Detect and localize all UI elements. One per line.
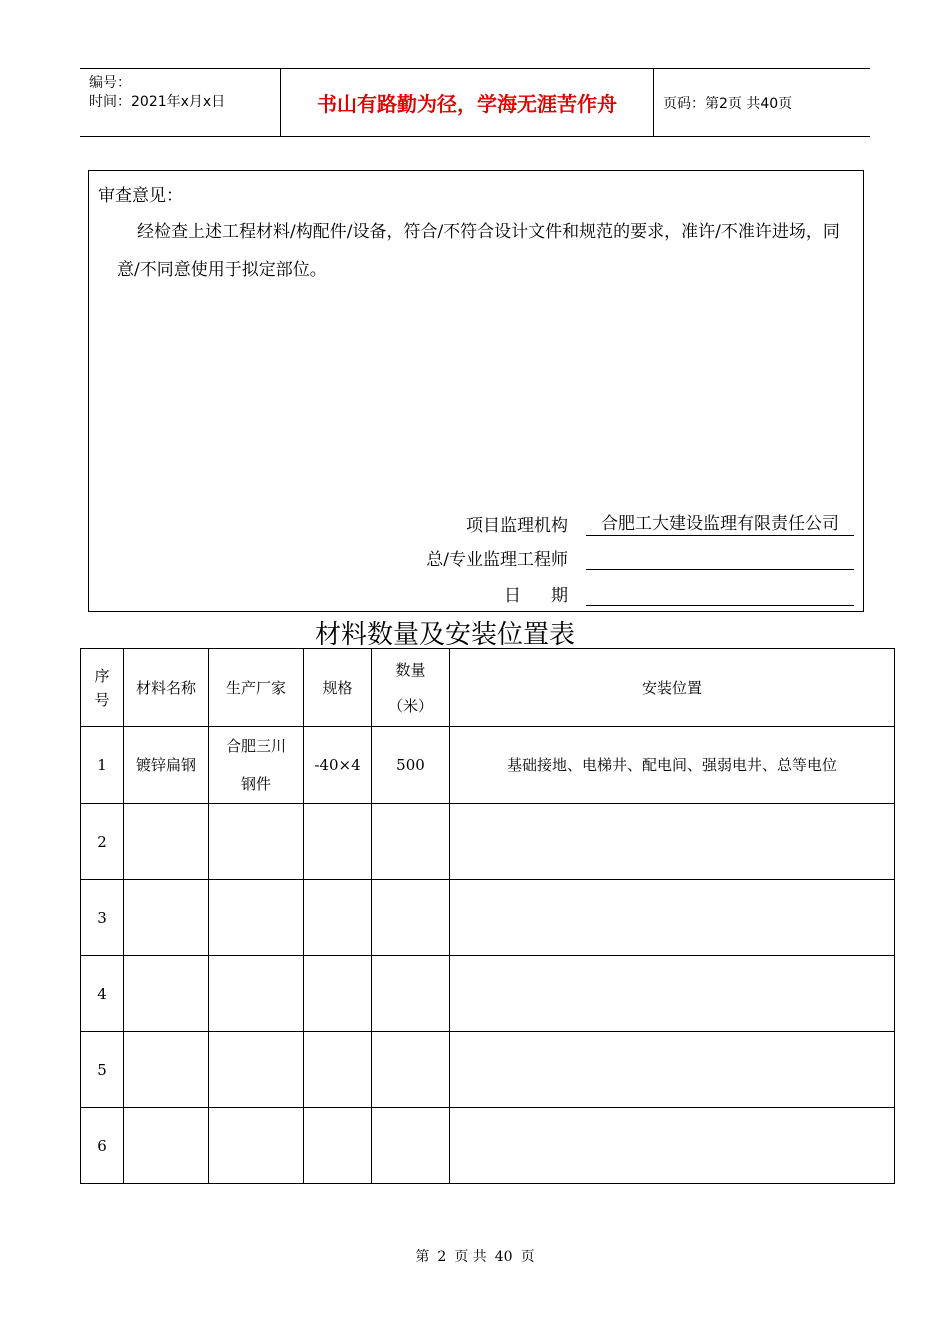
- cell-spec: [304, 956, 372, 1032]
- table-row: [81, 1108, 895, 1184]
- cell-maker: [209, 804, 304, 880]
- engineer-label: 总/专业监理工程师: [426, 550, 568, 570]
- cell-location: [450, 956, 895, 1032]
- table-header-row: [81, 649, 895, 727]
- header-location: 安装位置: [450, 649, 895, 727]
- signature-engineer: [426, 545, 854, 570]
- cell-seq: 3: [81, 880, 124, 956]
- cell-qty: [372, 956, 450, 1032]
- header-qty: 数量（米）: [372, 649, 450, 727]
- cell-seq: 6: [81, 1108, 124, 1184]
- footer-mid: 页 共: [454, 1249, 487, 1265]
- review-label: 审查意见：: [98, 186, 183, 206]
- cell-maker: [209, 1108, 304, 1184]
- cell-maker: [209, 1032, 304, 1108]
- table-row: [81, 727, 895, 804]
- review-box: [88, 170, 864, 612]
- number-label: 编号：: [89, 75, 131, 91]
- table-row: [81, 1032, 895, 1108]
- cell-location: [450, 1032, 895, 1108]
- header-motto: 书山有路勤为径，学海无涯苦作舟: [281, 69, 654, 136]
- cell-spec: [304, 804, 372, 880]
- cell-name: [124, 1108, 209, 1184]
- cell-location: 基础接地、电梯井、配电间、强弱电井、总等电位: [450, 727, 895, 804]
- cell-spec: [304, 1032, 372, 1108]
- cell-location: [450, 804, 895, 880]
- header-name: 材料名称: [124, 649, 209, 727]
- cell-maker: [209, 956, 304, 1032]
- cell-qty: 500: [372, 727, 450, 804]
- cell-name: [124, 956, 209, 1032]
- cell-seq: 4: [81, 956, 124, 1032]
- signature-org: [466, 509, 854, 536]
- cell-seq: 2: [81, 804, 124, 880]
- cell-qty: [372, 880, 450, 956]
- org-label: 项目监理机构: [466, 516, 568, 536]
- cell-spec: -40×4: [304, 727, 372, 804]
- header-spec: 规格: [304, 649, 372, 727]
- header-seq: 序号: [81, 649, 124, 727]
- table-row: [81, 880, 895, 956]
- footer-prefix: 第: [415, 1249, 430, 1265]
- org-value: 合肥工大建设监理有限责任公司: [586, 509, 854, 536]
- cell-qty: [372, 1108, 450, 1184]
- cell-seq: 5: [81, 1032, 124, 1108]
- footer-total: 40: [494, 1249, 513, 1265]
- cell-location: [450, 880, 895, 956]
- header-maker: 生产厂家: [209, 649, 304, 727]
- table-title: 材料数量及安装位置表: [314, 620, 575, 650]
- cell-qty: [372, 1032, 450, 1108]
- page-footer: [0, 1246, 950, 1266]
- cell-name: [124, 880, 209, 956]
- cell-name: [124, 1032, 209, 1108]
- cell-maker: [209, 880, 304, 956]
- cell-spec: [304, 880, 372, 956]
- date-label: 日期: [504, 586, 598, 606]
- header-meta: [80, 69, 281, 136]
- engineer-value: [586, 548, 854, 570]
- review-body: 经检查上述工程材料/构配件/设备，符合/不符合设计文件和规范的要求，准许/不准许进场，同意/不同意使用于拟定部位。: [117, 222, 840, 280]
- footer-suffix: 页: [520, 1249, 535, 1265]
- cell-spec: [304, 1108, 372, 1184]
- table-row: [81, 804, 895, 880]
- cell-location: [450, 1108, 895, 1184]
- signature-date: [500, 581, 854, 606]
- cell-seq: 1: [81, 727, 124, 804]
- cell-maker: 合肥三川钢件: [209, 727, 304, 804]
- cell-qty: [372, 804, 450, 880]
- page-header: [80, 68, 870, 137]
- cell-name: 镀锌扁钢: [124, 727, 209, 804]
- footer-page: 2: [437, 1249, 447, 1265]
- time-label: 时间：2021年x月x日: [89, 94, 226, 110]
- header-page-info: 页码：第2页 共40页: [663, 95, 793, 112]
- materials-table: [80, 648, 895, 1184]
- table-row: [81, 956, 895, 1032]
- cell-name: [124, 804, 209, 880]
- date-value: [586, 584, 854, 606]
